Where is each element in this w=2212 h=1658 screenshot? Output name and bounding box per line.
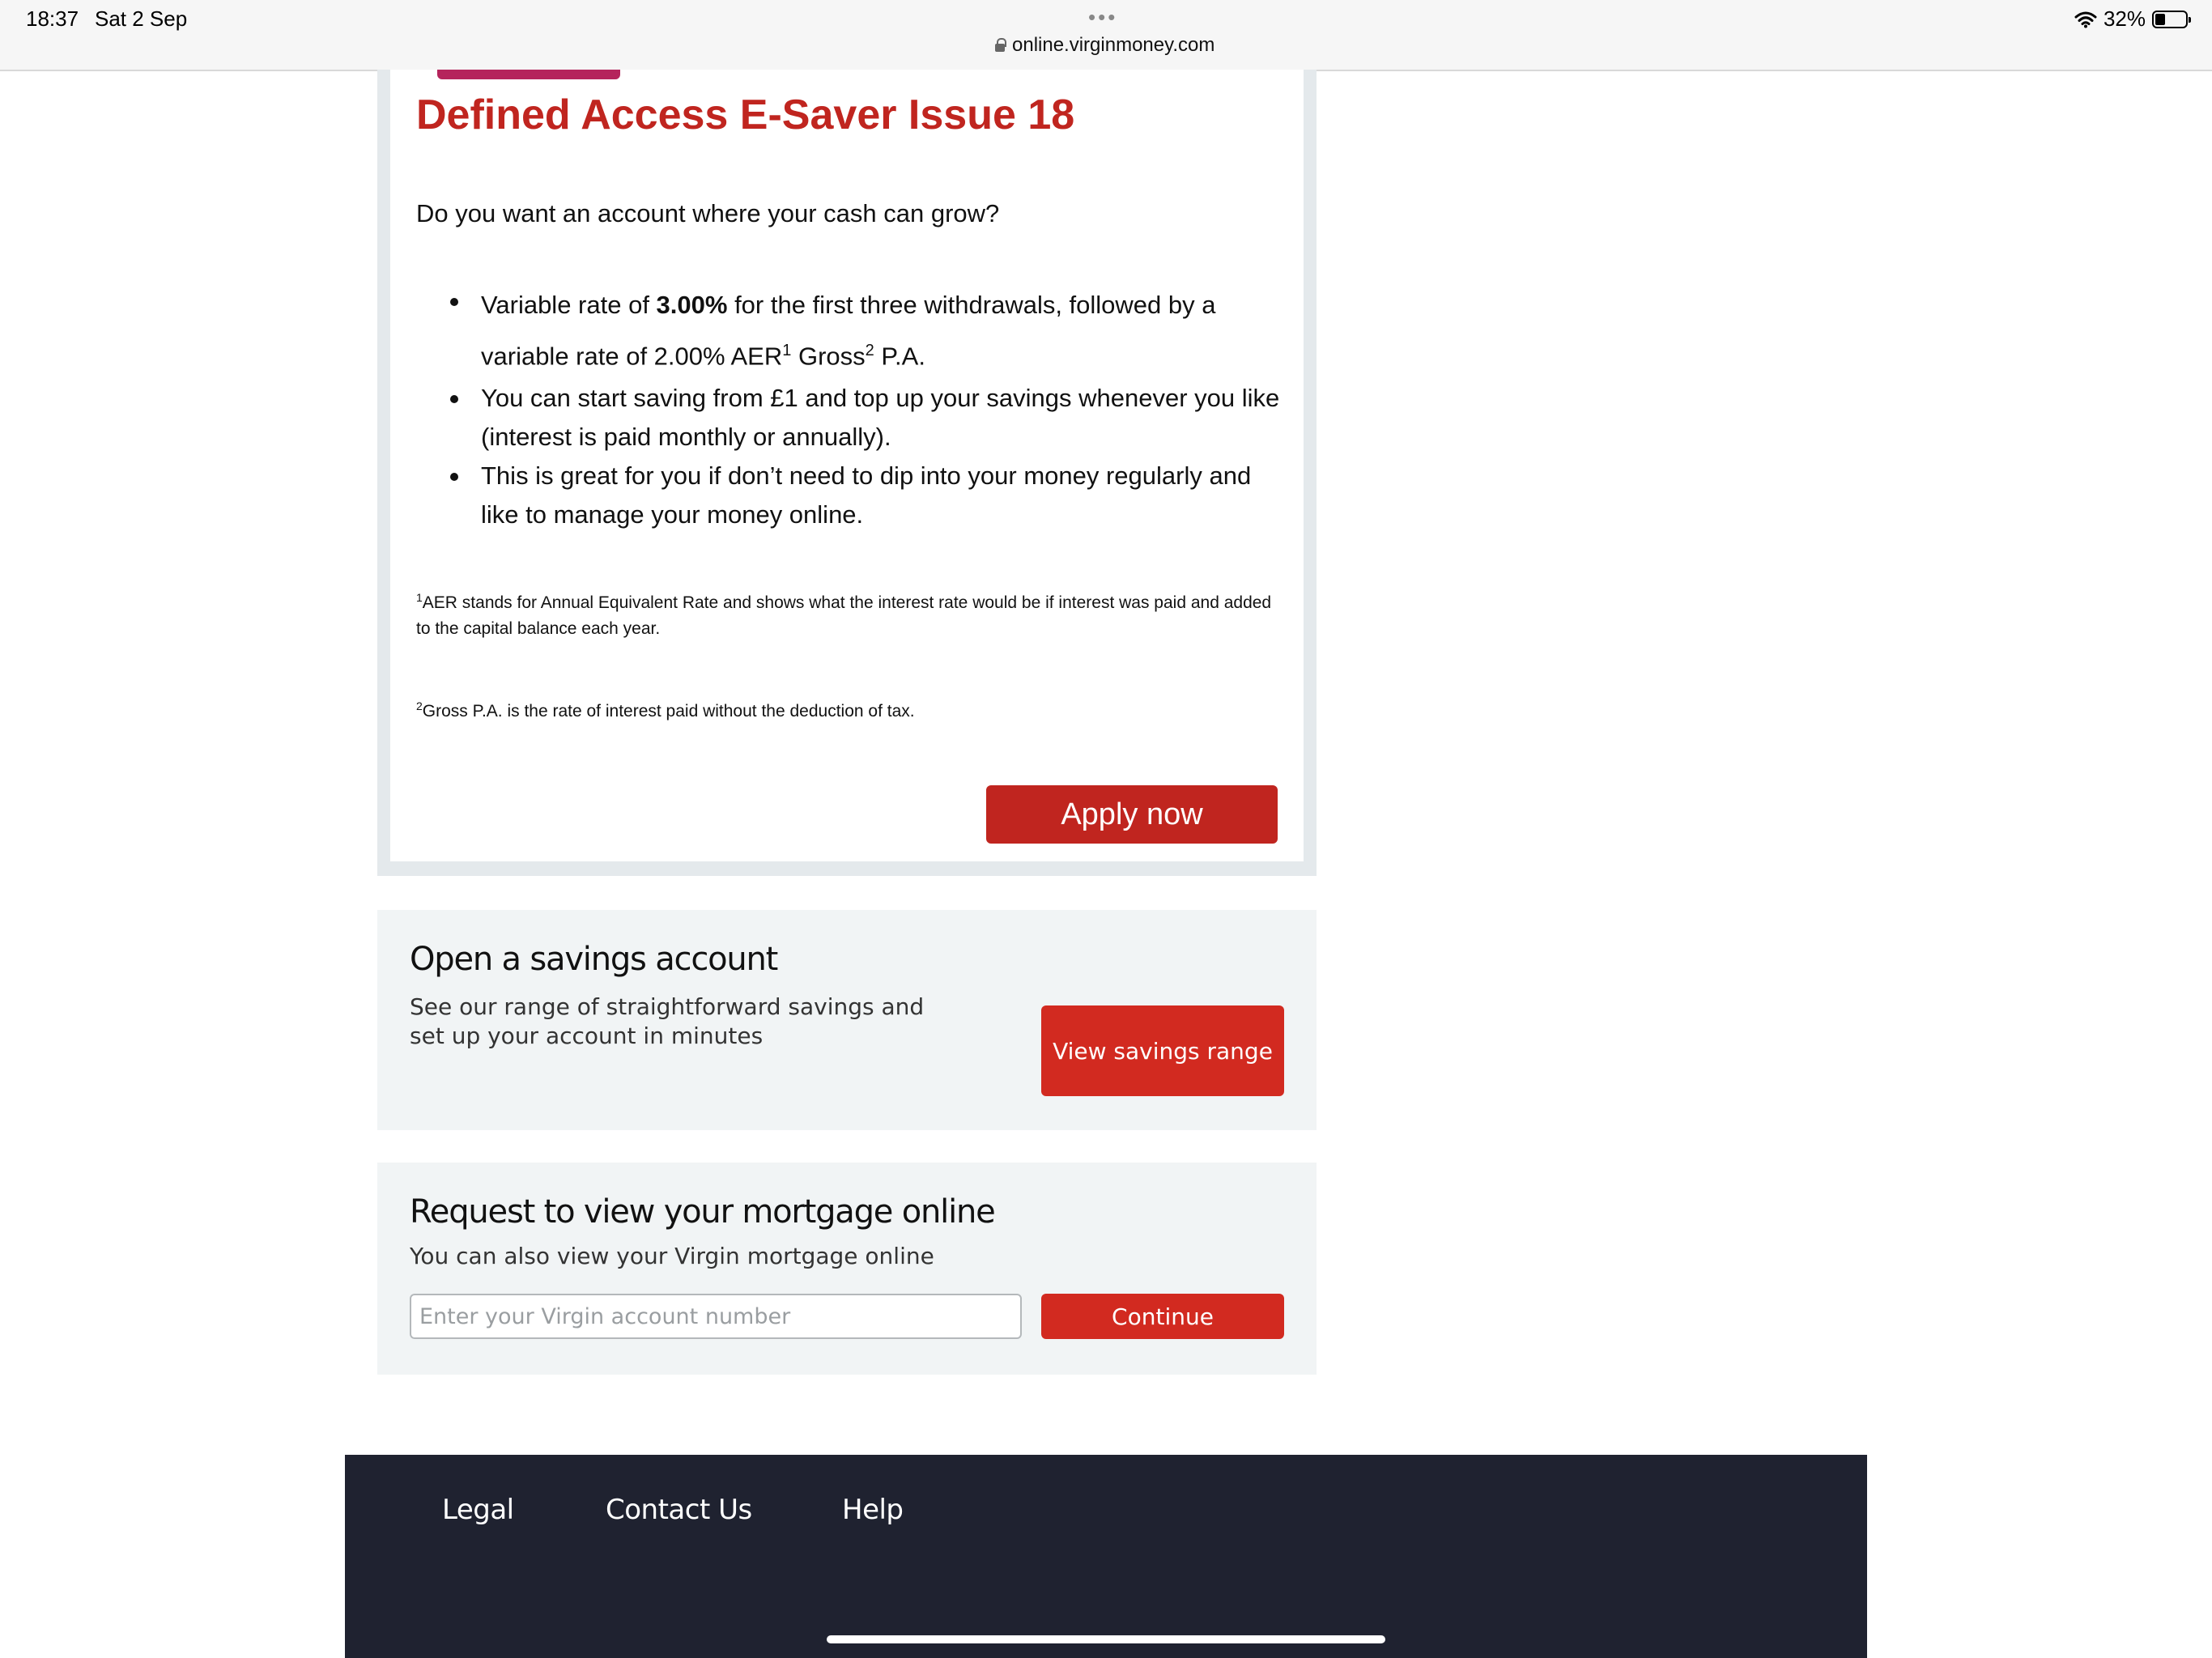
mortgage-panel-text: You can also view your Virgin mortgage online [410,1243,934,1269]
product-intro: Do you want an account where your cash can grow? [416,199,1000,227]
product-features-list [416,282,1283,534]
feature-rate-value: 3.00% [656,291,728,319]
footnote-2-marker: 2 [416,699,423,712]
battery-percent: 32% [2103,6,2146,31]
view-savings-range-button[interactable]: View savings range [1041,1005,1284,1096]
wifi-icon [2074,11,2097,28]
footnote-1-text: AER stands for Annual Equivalent Rate and shows what the interest rate would be if interest was paid and added to the capital balance each year. [416,593,1272,638]
status-date: Sat 2 Sep [95,6,188,31]
battery-icon [2152,11,2188,28]
footnote-2-text: Gross P.A. is the rate of interest paid without the deduction of tax. [422,702,915,721]
feature-rate-middle: for the first three withdrawals, followed by a variable rate of 2.00% AER [481,291,1216,371]
feature-rate-prefix: Variable rate of [481,291,657,319]
feature-suitability: This is great for you if don’t need to dip into your money regularly and like to manage your money online. [481,457,1283,534]
continue-button[interactable]: Continue [1041,1294,1284,1339]
feature-rate [481,282,1283,379]
status-time: 18:37 [26,6,79,31]
feature-rate-suffix: P.A. [874,342,925,371]
footer-link-contact-us[interactable]: Contact Us [606,1494,752,1526]
more-dots-icon[interactable]: ••• [1088,5,1118,29]
product-title: Defined Access E-Saver Issue 18 [416,91,1075,138]
savings-panel-title: Open a savings account [410,941,778,978]
battery-level-fill [2155,14,2165,25]
footer-link-help[interactable]: Help [842,1494,904,1526]
feature-topup: You can start saving from £1 and top up your savings whenever you like (interest is paid monthly or annually). [481,379,1283,457]
home-indicator[interactable] [827,1635,1385,1643]
feature-rate-gross: Gross [791,342,866,371]
account-number-input[interactable] [410,1294,1022,1339]
savings-panel-text: See our range of straightforward savings and set up your account in minutes [410,993,925,1049]
address-bar[interactable] [994,34,1214,57]
product-tag-badge [437,70,620,79]
browser-status-bar [0,0,2212,71]
footnote-ref-2: 2 [865,342,874,359]
footnote-1-marker: 1 [416,591,423,604]
address-bar-url: online.virginmoney.com [1012,34,1215,56]
lock-icon [994,38,1006,53]
apply-now-button[interactable]: Apply now [986,785,1278,844]
mortgage-panel-title: Request to view your mortgage online [410,1193,995,1231]
footnote-ref-1: 1 [782,342,792,359]
status-right-group [2074,6,2188,32]
footer-link-legal[interactable]: Legal [442,1494,514,1526]
site-footer [345,1455,1867,1658]
savings-panel [377,910,1317,1130]
footnote-aer [416,585,1283,642]
footnote-gross [416,693,1283,725]
mortgage-panel [377,1163,1317,1375]
